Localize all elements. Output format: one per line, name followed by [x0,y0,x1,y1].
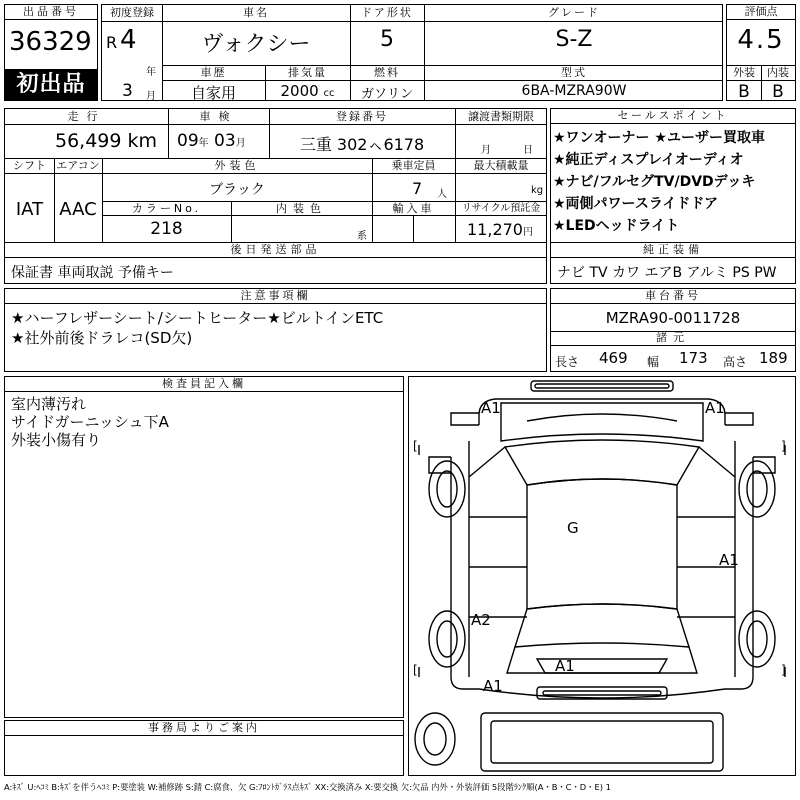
inspection-month: 03 [214,131,236,151]
score-box [726,4,796,101]
score-label: 評価点 [727,5,795,20]
transfer-day-unit: 日 [523,145,533,156]
fuel-label: 燃料 [374,66,400,79]
mileage [55,130,157,152]
bracket-right-top: ] [781,439,786,453]
recycle-label: リサイクル預託金 [461,203,541,214]
year-unit: 年 [146,67,156,78]
max-load-unit: kg [531,185,544,196]
inspector-line-1: 室内薄汚れ [11,395,87,413]
width-label: 幅 [647,355,660,369]
details-box [4,108,547,284]
capacity-label: 乗車定員 [391,159,436,172]
doors: 5 [380,27,394,52]
displacement-unit: cc [323,88,335,99]
model: 6BA-MZRA90W [521,83,627,99]
first-listing-badge: 初出品 [5,69,97,100]
era: R [106,33,118,52]
sales-point-5: ★LEDヘッドライト [553,218,680,234]
later-parts-label: 後日発送部品 [230,243,321,256]
model-label: 型式 [561,66,587,79]
recycle-unit: 円 [522,227,533,238]
bracket-left-bottom: [ [413,663,418,677]
displacement-value: 2000 [280,82,319,100]
sales-point-1: ★ワンオーナー ★ユーザー買取車 [553,130,765,146]
sales-points-box [550,108,796,284]
shift: IAT [15,199,44,220]
color-label: 外装色 [214,159,260,172]
mark-left-side: A2 [471,611,491,629]
color-no: 218 [150,219,183,239]
lot-number: 36329 [9,27,92,57]
sales-point-3: ★ナビ/フルセグTV/DVDデッキ [553,174,756,190]
shift-label: シフト [13,159,46,172]
mileage-label: 走行 [67,110,106,123]
bracket-left-top: [ [413,439,418,453]
mark-roof: G [567,519,579,537]
import-label: 輸入車 [392,202,435,215]
inspection-month-unit: 月 [235,138,246,149]
inspector-line-3: 外装小傷有り [11,431,102,449]
car-name: ヴォクシー [201,32,311,57]
transfer-month-unit: 月 [481,145,491,156]
capacity: 7 [412,179,423,198]
interior-grade: B [772,82,784,102]
mark-right-side: A1 [719,551,739,569]
width: 173 [679,349,708,367]
recycle-value: 11,270 [467,220,523,239]
sales-point-4: ★両側パワースライドドア [553,196,719,212]
color-no-label: カラーNo. [131,202,202,215]
first-reg-label: 初度登録 [110,6,154,19]
mark-front-right: A1 [705,399,725,417]
chassis-label: 車台番号 [551,289,795,304]
equipment-label: 純正装備 [643,243,703,256]
sales-point-2: ★純正ディスプレイオーディオ [553,152,744,168]
damage-diagram-box [408,376,796,776]
height-label: 高さ [723,355,748,369]
inspection-year-unit: 年 [198,138,209,149]
exterior-grade: B [738,82,750,102]
score: 4.5 [737,25,785,55]
inspector-box [4,376,404,718]
notes-label: 注意事項欄 [5,289,546,304]
history: 自家用 [190,84,236,102]
interior-color-label: 内装色 [276,202,327,215]
interior-color-unit: 系 [357,231,367,242]
length: 469 [599,349,628,367]
inspection-date [177,131,246,151]
inspector-label: 検査員記入欄 [5,377,403,392]
mileage-value: 56,499 [55,130,122,152]
month-unit: 月 [146,91,156,102]
history-label: 車歴 [200,66,227,79]
equipment: ナビ TV カワ エアB アルミ PS PW [557,265,777,281]
displacement-label: 排気量 [288,66,327,79]
legend: A:ｷｽﾞ U:ﾍｺﾐ B:ｷｽﾞを伴うﾍｺﾐ P:要塗装 W:補修跡 S:錆 C:腐食、欠 G:ﾌﾛﾝﾄｶﾞﾗｽ点ｷｽﾞ XX:交換済み X:要交換 欠:欠品 内外・外装評価 5段階ﾗﾝｸ順(A・B・C・D・E) 1 [4,782,611,792]
reg-year: 4 [120,25,137,55]
recycle [467,220,533,239]
mark-rear-left: A1 [483,677,503,695]
plate-label: 登録番号 [336,110,388,123]
capacity-unit: 人 [437,189,447,200]
aircon: AAC [59,199,97,220]
mark-rear: A1 [555,657,575,675]
length-label: 長さ [555,355,580,369]
grade-label: グレード [548,6,600,19]
transfer-label: 譲渡書類期限 [468,110,534,123]
max-load-label: 最大積載量 [473,159,529,172]
notes-box [4,288,547,372]
displacement [265,82,350,100]
mark-front-left: A1 [481,399,501,417]
fuel: ガソリン [360,87,413,102]
exterior-label: 外装 [733,66,755,79]
note-line-1: ★ハーフレザーシート/シートヒーター★ビルトインETC [11,309,384,327]
chassis-box [550,288,796,372]
door-label: ドア形状 [361,6,413,19]
reg-month: 3 [122,81,133,101]
inspection-year: 09 [177,131,199,151]
sales-points-label: セールスポイント [551,109,795,124]
mileage-unit: km [127,130,158,152]
bracket-right-bottom: ] [781,663,786,677]
inspector-line-2: サイドガーニッシュ下A [11,413,169,431]
office-box [4,720,404,776]
lot-number-box [4,4,98,101]
office-label: 事務局よりご案内 [5,721,403,736]
vehicle-header-box [101,4,723,101]
grade: S-Z [555,27,593,52]
dims-label: 諸元 [656,331,690,344]
note-line-2: ★社外前後ドラレコ(SD欠) [11,329,193,347]
lot-number-label: 出品番号 [5,5,97,20]
car-diagram [409,377,795,775]
aircon-label: エアコン [56,159,100,172]
interior-label: 内装 [767,66,789,79]
exterior-color: ブラック [209,182,265,198]
inspection-label: 車検 [199,110,238,123]
later-parts: 保証書 車両取説 予備キー [11,265,174,281]
height: 189 [759,349,788,367]
chassis-number: MZRA90-0011728 [605,309,741,327]
plate-number: 三重 302ㇸ6178 [299,135,425,154]
car-name-label: 車名 [243,6,269,19]
